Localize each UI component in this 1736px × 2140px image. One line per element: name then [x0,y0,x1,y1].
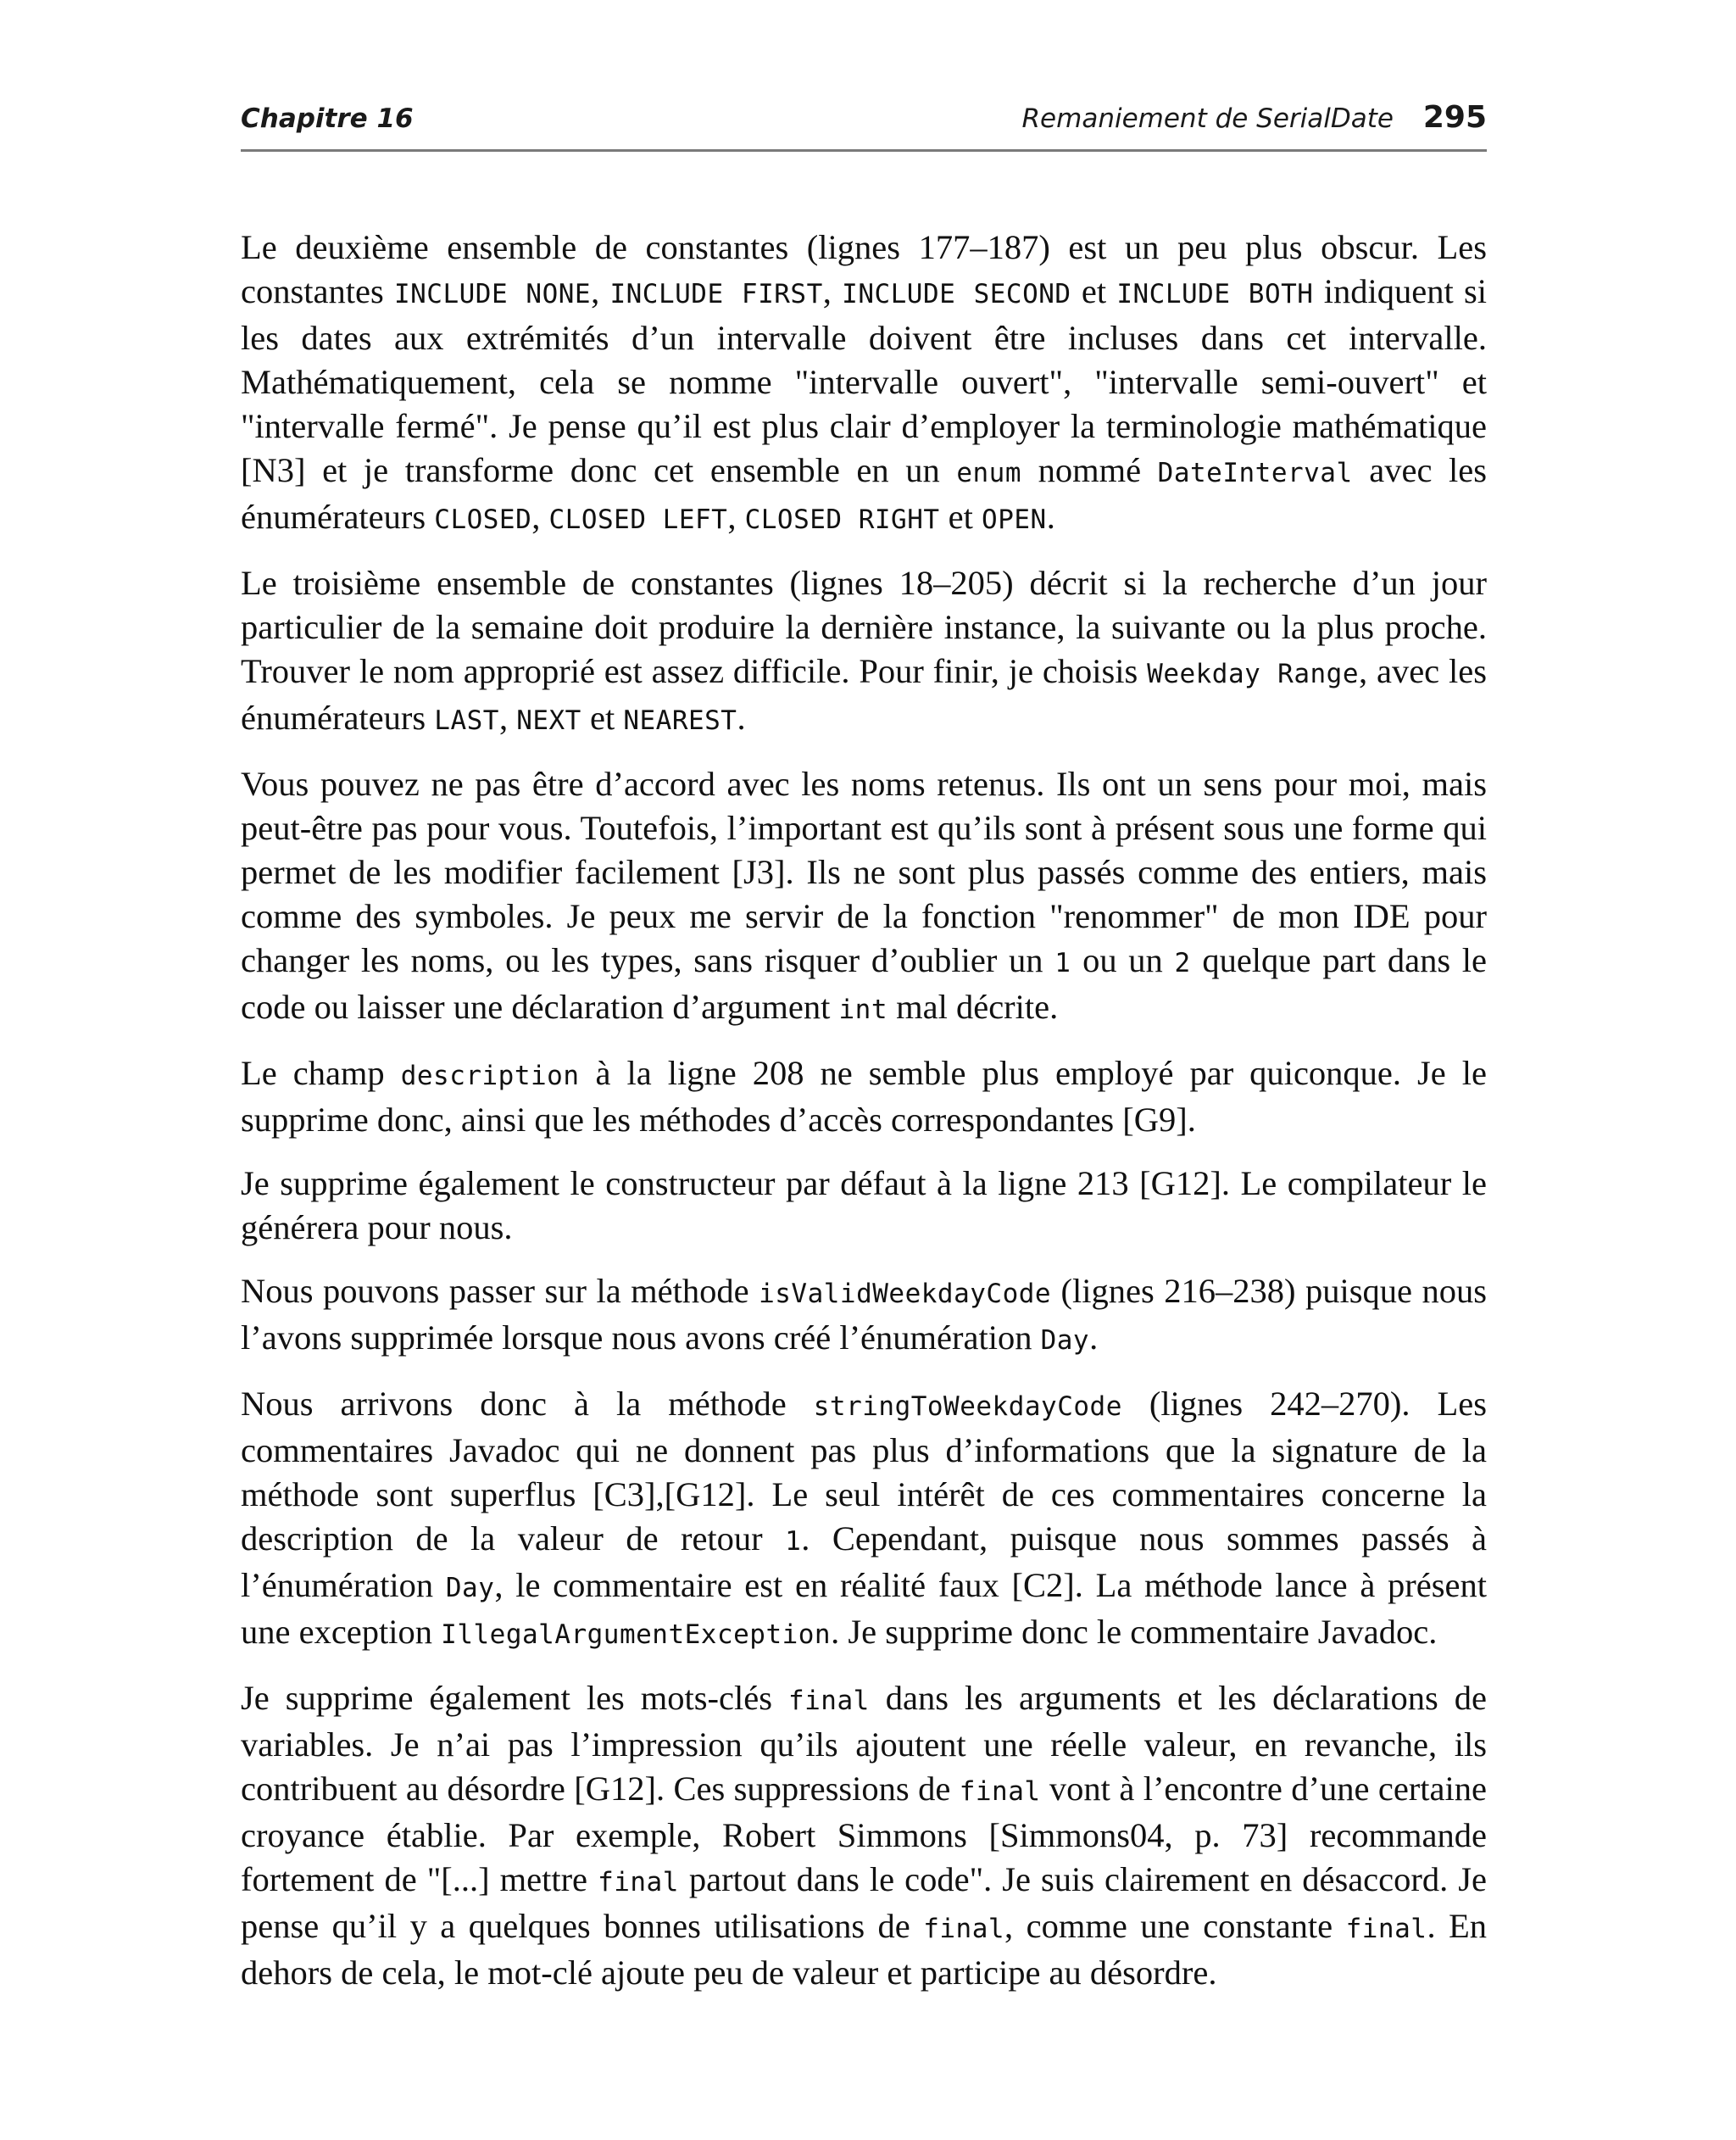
text-run: (lignes 242–270). Les commentaires Javadoc qui ne donnent pas plus d’informations que la signature de la méthode sont superflus [C3],[G12]. Le seul intérêt de ces commentaires concerne la description de la valeur de retour [241,1385,1487,1558]
paragraph-constructeur [241,1162,1487,1250]
text-run: (lignes 216–238) puisque nous l’avons supprimée lorsque nous avons créé l’énumération [241,1272,1487,1357]
code-int: int [838,995,887,1025]
text-run: . Je supprime donc le commentaire Javadoc. [831,1613,1438,1651]
paragraph-constants-include [241,226,1487,542]
text-run: , [531,498,549,536]
paragraph-isvalidweekdaycode [241,1269,1487,1363]
code-description: description [400,1061,580,1091]
code-include-first: INCLUDE FIRST [609,279,823,309]
code-final: final [787,1686,870,1716]
chapter-title: Chapitre 16 [241,103,414,134]
text-run: et [1071,272,1117,310]
code-isvalidweekdaycode: isValidWeekdayCode [759,1279,1052,1309]
code-next: NEXT [516,705,581,736]
text-run: et [581,699,624,737]
body-text [241,226,1487,2015]
text-run: Le deuxième ensemble de constantes (lignes 177–187) est un peu plus obscur. Les constantes [241,228,1487,310]
text-run: vont à l’encontre d’une certaine croyance établie. Par exemple, Robert Simmons [Simmons04, p. 73] recommande fortement de "[...] mettre [241,1769,1487,1898]
code-one: 1 [785,1526,802,1557]
code-closed-left: CLOSED LEFT [548,504,728,535]
text-run: Vous pouvez ne pas être d’accord avec les noms retenus. Ils ont un sens pour moi, mais peut-être pas pour vous. Toutefois, l’important est qu’ils sont à présent sous une forme qui permet de les modifier facilement [J3]. Ils ne sont plus passés comme des entiers, mais comme des symboles. Je peux me servir de la fonction "renommer" de mon IDE pour changer les noms, ou les types, sans risquer d’oublier un [241,765,1487,979]
code-closed-right: CLOSED RIGHT [744,504,940,535]
code-final: final [1345,1914,1427,1944]
text-run: , [727,498,745,536]
code-day: Day [445,1573,495,1603]
text-run: , le commentaire est en réalité faux [C2]. La méthode lance à présent une exception [241,1566,1487,1651]
paragraph-stringtoweekdaycode [241,1382,1487,1657]
code-day: Day [1040,1325,1090,1356]
text-run: nommé [1021,451,1158,489]
text-run: . [737,699,746,737]
header-divider [241,149,1487,152]
text-run: et [939,498,982,536]
text-run: mal décrite. [887,988,1059,1026]
code-dateinterval: DateInterval [1157,458,1353,488]
page-header [241,100,1487,148]
code-one: 1 [1054,948,1071,978]
text-run: indiquent si les dates aux extrémités d’un intervalle doivent être incluses dans cet intervalle. Mathématiquement, cela se nomme "intervalle ouvert", "intervalle semi-ouvert" et "intervalle fermé". Je pense qu’il est plus clair d’employer la terminologie mathématique [N3] et je transforme donc cet ensemble en un [241,272,1487,489]
text-run: . [1089,1318,1099,1357]
page-number: 295 [1422,100,1487,135]
text-run: Nous pouvons passer sur la méthode [241,1272,760,1310]
text-run: dans les arguments et les déclarations de variables. Je n’ai pas l’impression qu’ils ajoutent une réelle valeur, en revanche, ils contribuent au désordre [G12]. Ces suppressions de [241,1679,1487,1808]
text-run: Nous arrivons donc à la méthode [241,1385,814,1423]
text-run: Je supprime également les mots-clés [241,1679,788,1717]
paragraph-noms-retenus [241,762,1487,1032]
code-include-both: INCLUDE BOTH [1116,279,1314,309]
paragraph-weekday-range [241,561,1487,743]
code-last: LAST [434,705,499,736]
text-run: Je supprime également le constructeur par défaut à la ligne 213 [G12]. Le compilateur le générera pour nous. [241,1164,1487,1246]
code-final: final [923,1914,1005,1944]
text-run: Le troisième ensemble de constantes (lignes 18–205) décrit si la recherche d’un jour particulier de la semaine doit produire la dernière instance, la suivante ou la plus proche. Trouver le nom approprié est assez difficile. Pour finir, je choisis [241,564,1487,690]
section-title: Remaniement de SerialDate [1021,103,1394,134]
text-run: à la ligne 208 ne semble plus employé par quiconque. Je le supprime donc, ainsi que les méthodes d’accès correspondantes [G9]. [241,1054,1488,1139]
code-include-none: INCLUDE NONE [393,279,592,309]
text-run: partout dans le code". Je suis clairement en désaccord. Je pense qu’il y a quelques bonnes utilisations de [241,1860,1487,1945]
text-run: , comme une constante [1004,1907,1346,1945]
text-run: , avec les énumérateurs [241,652,1487,737]
code-nearest: NEAREST [623,705,737,736]
text-run: . [1046,498,1055,536]
text-run: . Cependant, puisque nous sommes passés à l’énumération [241,1519,1488,1604]
code-illegalargumentexception: IllegalArgumentException [441,1619,832,1650]
text-run: ou un [1071,941,1175,979]
text-run: avec les énumérateurs [241,451,1487,536]
code-final: final [959,1776,1041,1807]
text-run: Le champ [241,1054,401,1092]
code-include-second: INCLUDE SECOND [842,279,1071,309]
code-weekday-range: Weekday Range [1147,659,1359,689]
code-two: 2 [1174,948,1191,978]
code-final: final [598,1867,679,1898]
code-stringtoweekdaycode: stringToWeekdayCode [813,1391,1122,1422]
code-enum: enum [956,458,1021,488]
text-run: , [822,272,843,310]
code-closed: CLOSED [434,504,532,535]
paragraph-final [241,1676,1487,1995]
code-open: OPEN [982,504,1047,535]
text-run: . En dehors de cela, le mot-clé ajoute peu de valeur et participe au désordre. [241,1907,1488,1992]
paragraph-description-field [241,1051,1487,1142]
text-run: , [591,272,610,310]
text-run: , [498,699,517,737]
text-run: quelque part dans le code ou laisser une déclaration d’argument [241,941,1488,1026]
